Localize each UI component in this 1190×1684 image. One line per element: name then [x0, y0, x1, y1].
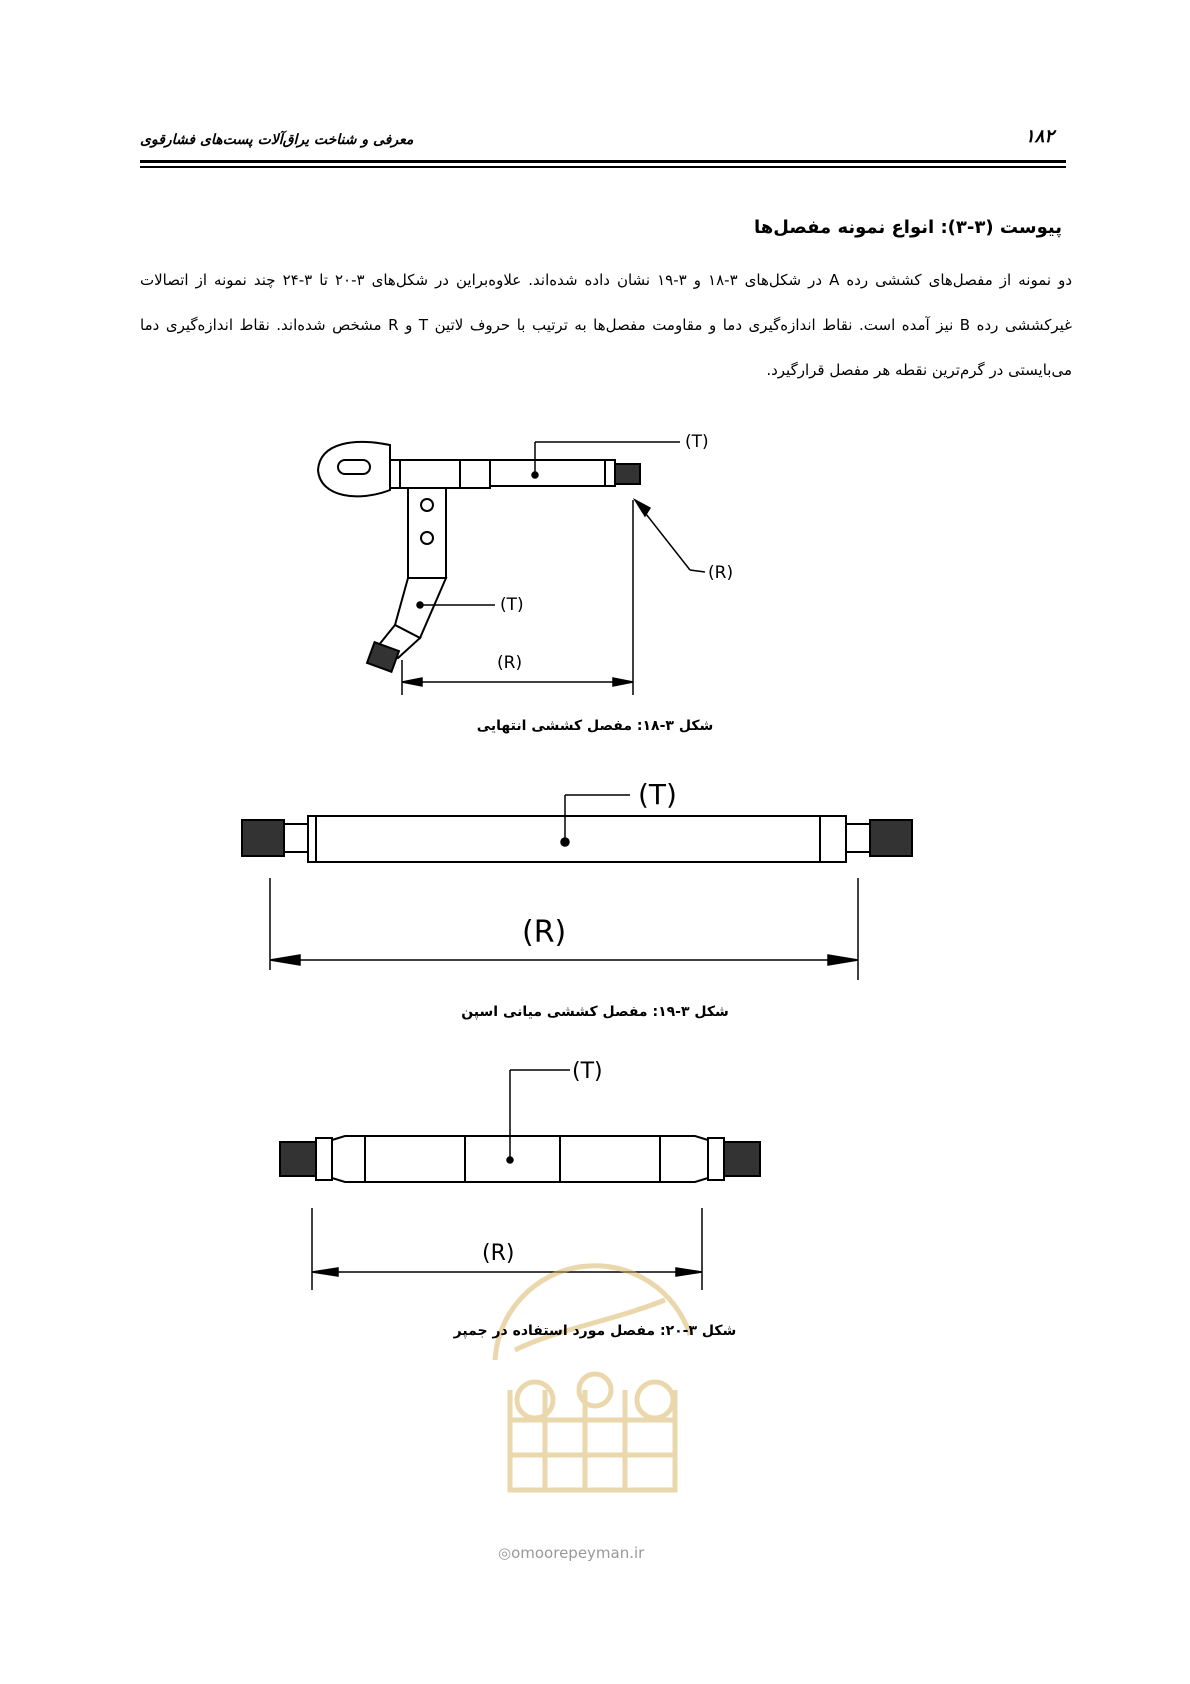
figure-3-19-caption: شکل ۳-۱۹: مفصل کششی میانی اسپن — [461, 1004, 729, 1020]
header-rule-thick — [140, 160, 1066, 163]
label-r: (R) — [522, 915, 567, 950]
label-r-bottom: (R) — [497, 653, 523, 673]
label-t: (T) — [572, 1059, 603, 1084]
label-r: (R) — [482, 1241, 515, 1266]
figure-3-18-end-tension-joint — [300, 420, 800, 740]
globe-icon: ◎ — [498, 1544, 512, 1562]
label-t: (T) — [638, 778, 677, 811]
figure-3-18-caption: شکل ۳-۱۸: مفصل کششی انتهایی — [476, 718, 714, 734]
page-number: ۱۸۲ — [1024, 126, 1054, 147]
watermark-site: ◎omoorepeyman.ir — [498, 1544, 645, 1562]
figure-3-20-caption: شکل ۳-۲۰: مفصل مورد استفاده در جمپر — [453, 1323, 737, 1339]
figure-3-19-mid-span-tension-joint — [230, 770, 920, 1000]
header-rule-thin — [140, 166, 1066, 168]
label-r-right: (R) — [708, 563, 734, 583]
section-heading: پیوست (۳-۳): انواع نمونه مفصل‌ها — [754, 217, 1062, 238]
body-paragraph: دو نمونه از مفصل‌های کششی رده A در شکل‌های ۳-۱۸ و ۳-۱۹ نشان داده شده‌اند. علاوه‌براین در شکل‌های ۳-۲۰ تا ۳-۲۴ چند نمونه از اتصالات غیرکششی رده B نیز آمده است. نقاط اندازه‌گیری دما و مقاومت مفصل‌ها به ترتیب با حروف لاتین T و R مشخص شده‌اند. نقاط اندازه‌گیری دما می‌بایستی در گرم‌ترین نقطه هر مفصل قرارگیرد. — [140, 271, 1072, 379]
label-t-top: (T) — [685, 432, 709, 452]
watermark-logo — [475, 1240, 715, 1520]
running-header-title: معرفی و شناخت یراق‌آلات پست‌های فشارقوی — [140, 132, 414, 148]
label-t-mid: (T) — [500, 595, 524, 615]
